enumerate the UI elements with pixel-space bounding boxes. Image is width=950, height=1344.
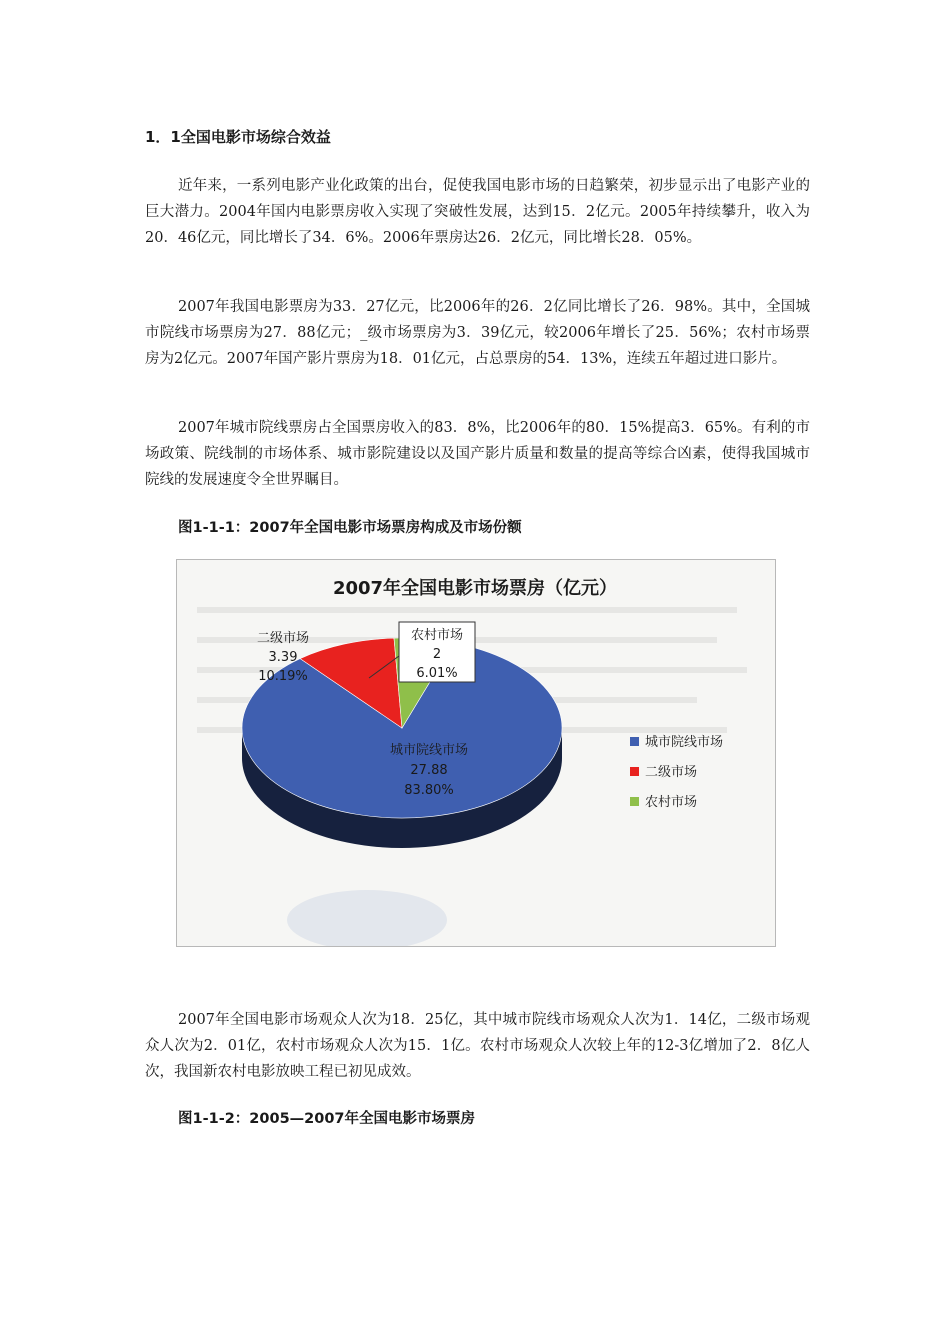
pie-chart-figure [176, 559, 776, 947]
section-title: 1．1全国电影市场综合效益 [145, 128, 331, 146]
figure-1-caption: 图1-1-1：2007年全国电影市场票房构成及市场份额 [178, 520, 522, 536]
label-urban-name: 城市院线市场 [389, 743, 469, 758]
legend-swatch-second-tier [630, 767, 639, 776]
figure-2-caption: 图1-1-2：2005—2007年全国电影市场票房 [178, 1111, 476, 1127]
background-blob [287, 890, 447, 946]
paragraph-1: 近年来，一系列电影产业化政策的出台，促使我国电影市场的日趋繁荣，初步显示出了电影产业的巨大潜力。2004年国内电影票房收入实现了突破性发展，达到15．2亿元。2005年持续攀升，收入为20．46亿元，同比增长了34．6%。2006年票房达26．2亿元，同比增长28．05%。 [145, 178, 810, 246]
paragraph-2: 2007年我国电影票房为33．27亿元，比2006年的26．2亿同比增长了26．98%。其中，全国城市院线市场票房为27．88亿元；_级市场票房为3．39亿元，较2006年增长了25．56%；农村市场票房为2亿元。2007年国产影片票房为18．01亿元，占总票房的54．13%，连续五年超过进口影片。 [145, 299, 810, 367]
label-second-tier-name: 二级市场 [256, 631, 310, 646]
label-urban-value: 27.88 [410, 763, 448, 778]
legend-label-rural: 农村市场 [645, 795, 698, 810]
label-urban-percent: 83.80% [404, 783, 454, 798]
chart-legend [630, 734, 723, 810]
paragraph-3: 2007年城市院线票房占全国票房收入的83．8%，比2006年的80．15%提高3．65%。有利的市场政策、院线制的市场体系、城市影院建设以及国产影片质量和数量的提高等综合凶素，使得我国城市院线的发展速度令全世界瞩目。 [145, 420, 810, 488]
label-rural-percent: 6.01% [416, 666, 458, 681]
legend-swatch-urban [630, 737, 639, 746]
label-second-tier-percent: 10.19% [258, 669, 308, 684]
label-rural-value: 2 [432, 647, 442, 662]
chart-title: 2007年全国电影市场票房（亿元） [332, 578, 618, 599]
label-second-tier-value: 3.39 [268, 650, 298, 665]
pie-chart [177, 560, 775, 946]
label-rural-name: 农村市场 [410, 628, 464, 643]
legend-label-second-tier: 二级市场 [645, 765, 698, 780]
paragraph-4: 2007年全国电影市场观众人次为18．25亿，其中城市院线市场观众人次为1．14亿，二级市场观众人次为2．01亿，农村市场观众人次为15．1亿。农村市场观众人次较上年的12-3亿增加了2．8亿人次，我国新农村电影放映工程已初见成效。 [145, 1012, 810, 1080]
legend-swatch-rural [630, 797, 639, 806]
legend-label-urban: 城市院线市场 [645, 735, 724, 750]
